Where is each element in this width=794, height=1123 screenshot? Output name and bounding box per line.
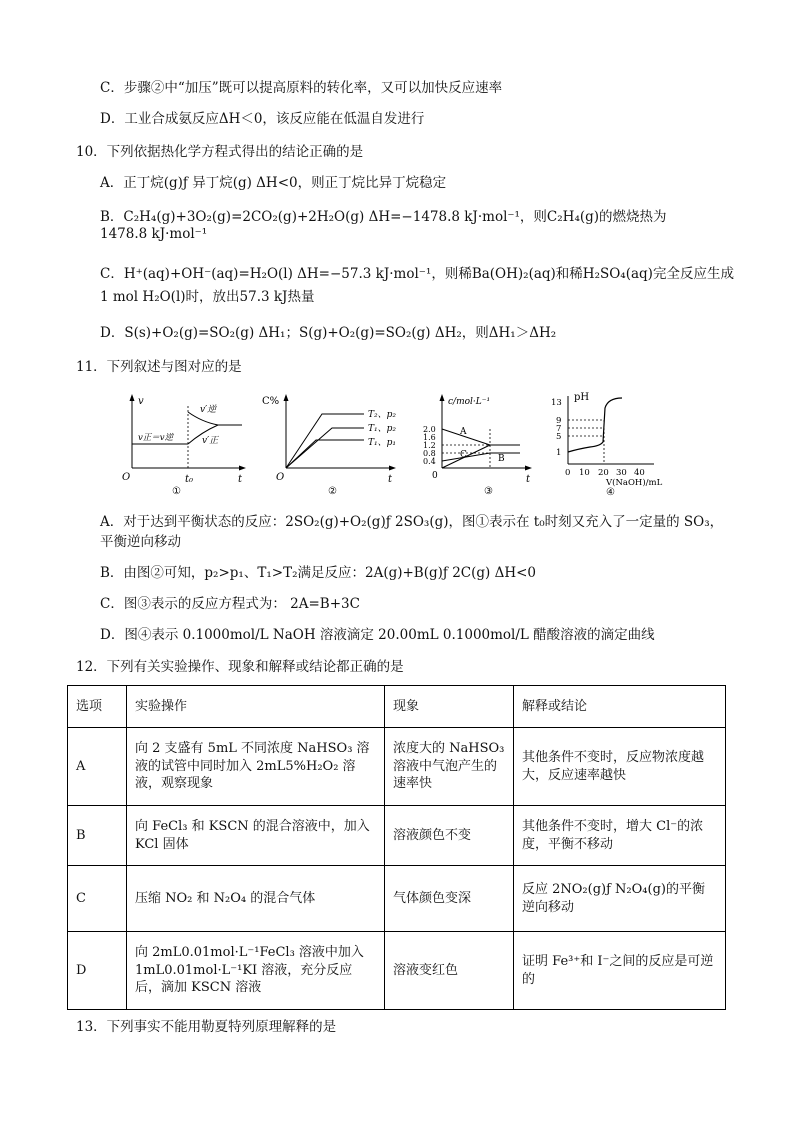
row-c-conclusion: 反应 2NO₂(g)ƒ N₂O₄(g)的平衡逆向移动 (514, 866, 726, 932)
q10-option-a: A．正丁烷(g)ƒ 异丁烷(g) ΔH<0，则正丁烷比异丁烷稳定 (100, 175, 447, 191)
row-b-phenomenon: 溶液颜色不变 (385, 806, 514, 866)
fig4-xtick-30: 30 (616, 468, 627, 478)
header-operation: 实验操作 (127, 686, 385, 728)
fig2-curve-label-2: T₁、p₂ (368, 424, 396, 434)
q11-option-b: B．由图②可知，p₂>p₁、T₁>T₂满足反应：2A(g)+B(g)ƒ 2C(g) ΔH<0 (100, 565, 537, 581)
fig1-y-label: v (138, 396, 144, 407)
fig1-v-rev-label: v′逆 (200, 405, 217, 415)
row-c-phenomenon: 气体颜色变深 (385, 866, 514, 932)
figure-1 (118, 392, 248, 501)
experiment-table (67, 685, 726, 1010)
fig2-origin: O (276, 472, 285, 483)
fig3-tick-0.8: 0.8 (423, 449, 436, 458)
q11-option-d: D．图④表示 0.1000mol/L NaOH 溶液滴定 20.00mL 0.1000mol/L 醋酸溶液的滴定曲线 (100, 627, 655, 643)
fig2-x-label: t (388, 474, 393, 485)
fig3-y-label: c/mol·L⁻¹ (448, 397, 491, 407)
figure-4 (548, 392, 678, 501)
fig3-label-a: A (460, 427, 467, 437)
fig2-curve-label-1: T₂、p₂ (368, 410, 396, 420)
row-a-conclusion: 其他条件不变时，反应物浓度越大，反应速率越快 (514, 728, 726, 806)
fig4-ytick-9: 9 (556, 416, 562, 426)
q10-option-b-line1: B．C₂H₄(g)+3O₂(g)=2CO₂(g)+2H₂O(g) ΔH=−1478.8 kJ·mol⁻¹，则C₂H₄(g)的燃烧热为 (100, 209, 667, 225)
row-b-conclusion: 其他条件不变时，增大 Cl⁻的浓度，平衡不移动 (514, 806, 726, 866)
fig4-number: ④ (606, 487, 615, 498)
fig4-x-label: V(NaOH)/mL (606, 478, 663, 488)
fig3-tick-1.6: 1.6 (423, 433, 436, 442)
fig4-xtick-0: 0 (565, 468, 571, 478)
table-row (68, 728, 726, 806)
q10-option-b-line2: 1478.8 kJ·mol⁻¹ (100, 226, 208, 242)
fig1-x-label: t (238, 474, 243, 485)
fig3-x-label: t (526, 474, 531, 485)
row-d-operation: 向 2mL0.01mol·L⁻¹FeCl₃ 溶液中加入 1mL0.01mol·L⁻¹KI 溶液，充分反应后，滴加 KSCN 溶液 (127, 932, 385, 1010)
header-conclusion: 解释或结论 (514, 686, 726, 728)
row-d-conclusion: 证明 Fe³⁺和 I⁻之间的反应是可逆的 (514, 932, 726, 1010)
fig4-ytick-5: 5 (556, 432, 562, 442)
fig1-number: ① (172, 486, 181, 497)
fig4-ytick-1: 1 (556, 448, 562, 458)
table-row (68, 806, 726, 866)
q9-option-c: C．步骤②中“加压”既可以提高原料的转化率，又可以加快反应速率 (100, 80, 503, 96)
fig1-t0: t₀ (185, 474, 194, 485)
fig2-curve-label-3: T₁、p₁ (368, 438, 396, 448)
table-row (68, 866, 726, 932)
q13-stem: 13．下列事实不能用勒夏特列原理解释的是 (76, 1019, 337, 1035)
row-a-option: A (68, 728, 127, 806)
fig4-xtick-20: 20 (598, 468, 609, 478)
fig3-origin: 0 (432, 471, 438, 481)
figure-2 (262, 392, 398, 501)
fig3-label-c: C (460, 450, 467, 460)
row-b-operation: 向 FeCl₃ 和 KSCN 的混合溶液中，加入 KCl 固体 (127, 806, 385, 866)
fig3-number: ③ (484, 486, 493, 497)
fig1-v-fwd-label: v′正 (202, 436, 219, 446)
fig2-number: ② (328, 486, 337, 497)
q11-option-a-line2: 平衡逆向移动 (100, 534, 181, 550)
figure-3 (420, 392, 535, 501)
fig3-tick-2.0: 2.0 (423, 425, 436, 434)
q10-stem: 10．下列依据热化学方程式得出的结论正确的是 (76, 144, 364, 160)
fig3-label-b: B (498, 454, 505, 464)
q11-stem: 11．下列叙述与图对应的是 (76, 359, 242, 375)
row-a-operation: 向 2 支盛有 5mL 不同浓度 NaHSO₃ 溶液的试管中同时加入 2mL5%H₂O₂ 溶液，观察现象 (127, 728, 385, 806)
row-c-operation: 压缩 NO₂ 和 N₂O₄ 的混合气体 (127, 866, 385, 932)
row-d-phenomenon: 溶液变红色 (385, 932, 514, 1010)
row-c-option: C (68, 866, 127, 932)
q11-option-a-line1: A．对于达到平衡状态的反应：2SO₂(g)+O₂(g)ƒ 2SO₃(g)，图①表示在 t₀时刻又充入了一定量的 SO₃， (100, 514, 724, 530)
header-phenomenon: 现象 (385, 686, 514, 728)
row-b-option: B (68, 806, 127, 866)
table-row (68, 932, 726, 1010)
q9-option-d: D．工业合成氨反应ΔH＜0，该反应能在低温自发进行 (100, 111, 425, 127)
fig4-xtick-40: 40 (634, 468, 645, 478)
fig3-tick-1.2: 1.2 (423, 441, 436, 450)
q10-option-d: D．S(s)+O₂(g)=SO₂(g) ΔH₁；S(g)+O₂(g)=SO₂(g) ΔH₂，则ΔH₁＞ΔH₂ (100, 325, 557, 341)
q12-stem: 12．下列有关实验操作、现象和解释或结论都正确的是 (76, 659, 404, 675)
fig1-origin: O (122, 472, 131, 483)
table-header-row (68, 686, 726, 728)
fig4-ytick-13: 13 (551, 398, 562, 408)
header-option: 选项 (68, 686, 127, 728)
fig1-equal-label: v正＝v逆 (138, 433, 174, 443)
row-d-option: D (68, 932, 127, 1010)
fig2-y-label: C% (262, 396, 280, 407)
q11-option-c: C．图③表示的反应方程式为： 2A=B+3C (100, 596, 360, 612)
fig4-xtick-10: 10 (579, 468, 590, 478)
fig4-ytick-7: 7 (556, 424, 562, 434)
fig4-y-label: pH (574, 392, 590, 403)
q10-option-c-line1: C．H⁺(aq)+OH⁻(aq)=H₂O(l) ΔH=−57.3 kJ·mol⁻¹，则稀Ba(OH)₂(aq)和稀H₂SO₄(aq)完全反应生成 (100, 266, 734, 282)
row-a-phenomenon: 浓度大的 NaHSO₃ 溶液中气泡产生的速率快 (385, 728, 514, 806)
q10-option-c-line2: 1 mol H₂O(l)时，放出57.3 kJ热量 (100, 289, 315, 305)
fig3-tick-0.4: 0.4 (423, 457, 436, 466)
